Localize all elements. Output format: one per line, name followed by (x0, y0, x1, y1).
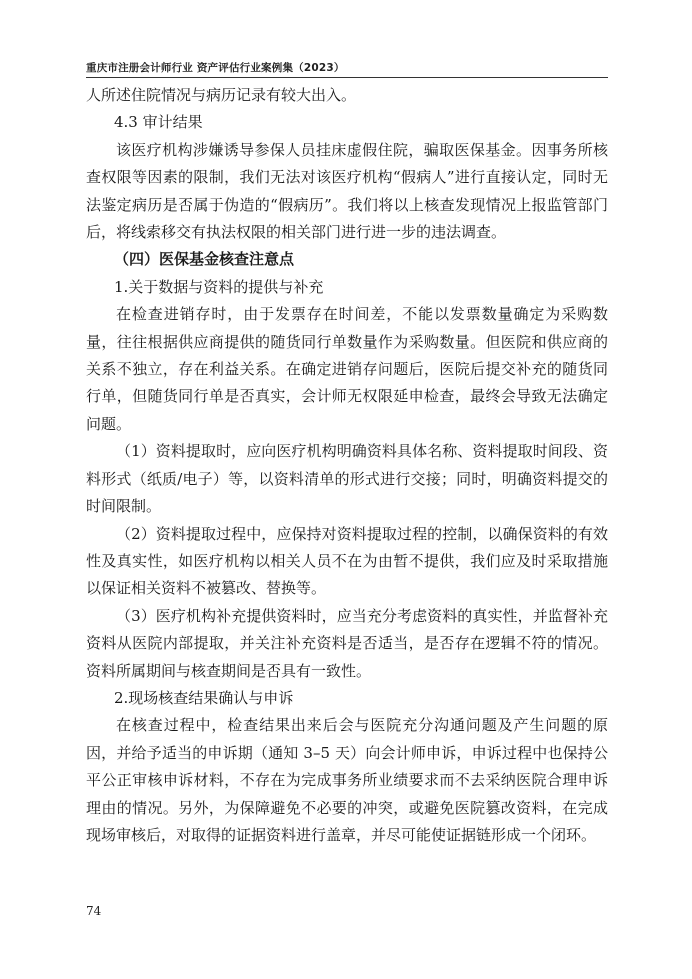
header-divider (86, 77, 608, 78)
section-heading: （四）医保基金核查注意点 (114, 250, 295, 269)
subsection-heading: 4.3 审计结果 (114, 113, 203, 132)
page-number: 74 (86, 904, 102, 918)
running-header: 重庆市注册会计师行业 资产评估行业案例集（2023） (86, 62, 345, 74)
paragraph: 在核查过程中，检查结果出来后会与医院充分沟通问题及产生问题的原因，并给予适当的申诉期（通知 3–5 天）向会计师申诉，申诉过程中也保持公平公正审核申诉材料，不存在为完成事务所业绩要求而不去采纳医院合理申诉理由的情况。另外，为保障避免不必要的冲突，或避免医院篡改资料，在完成现场审核后，对取得的证据资料进行盖章，并尽可能使证据链形成一个闭环。 (86, 716, 608, 844)
paragraph: 人所述住院情况与病历记录有较大出入。 (86, 86, 357, 104)
page-body (86, 82, 608, 849)
paragraph: （3）医疗机构补充提供资料时，应当充分考虑资料的真实性，并监督补充资料从医院内部提取，并关注补充资料是否适当，是否存在逻辑不符的情况。资料所属期间与核查期间是否具有一致性。 (86, 606, 608, 680)
paragraph: （1）资料提取时，应向医疗机构明确资料具体名称、资料提取时间段、资料形式（纸质/电子）等，以资料清单的形式进行交接；同时，明确资料提交的时间限制。 (86, 442, 608, 516)
paragraph: 在检查进销存时，由于发票存在时间差，不能以发票数量确定为采购数量，往往根据供应商提供的随货同行单数量作为采购数量。但医院和供应商的关系不独立，存在利益关系。在确定进销存问题后，医院后提交补充的随货同行单，但随货同行单是否真实，会计师无权限延申检查，最终会导致无法确定问题。 (86, 305, 608, 433)
subsection-heading: 1.关于数据与资料的提供与补充 (114, 277, 324, 296)
subsection-heading: 2.现场核查结果确认与申诉 (114, 688, 294, 707)
paragraph: （2）资料提取过程中，应保持对资料提取过程的控制，以确保资料的有效性及真实性，如医疗机构以相关人员不在为由暂不提供，我们应及时采取措施以保证相关资料不被篡改、替换等。 (86, 524, 608, 598)
paragraph: 该医疗机构涉嫌诱导参保人员挂床虚假住院，骗取医保基金。因事务所核查权限等因素的限制，我们无法对该医疗机构“假病人”进行直接认定，同时无法鉴定病历是否属于伪造的“假病历”。我们将以上核查发现情况上报监管部门后，将线索移交有执法权限的相关部门进行进一步的违法调查。 (86, 140, 608, 242)
